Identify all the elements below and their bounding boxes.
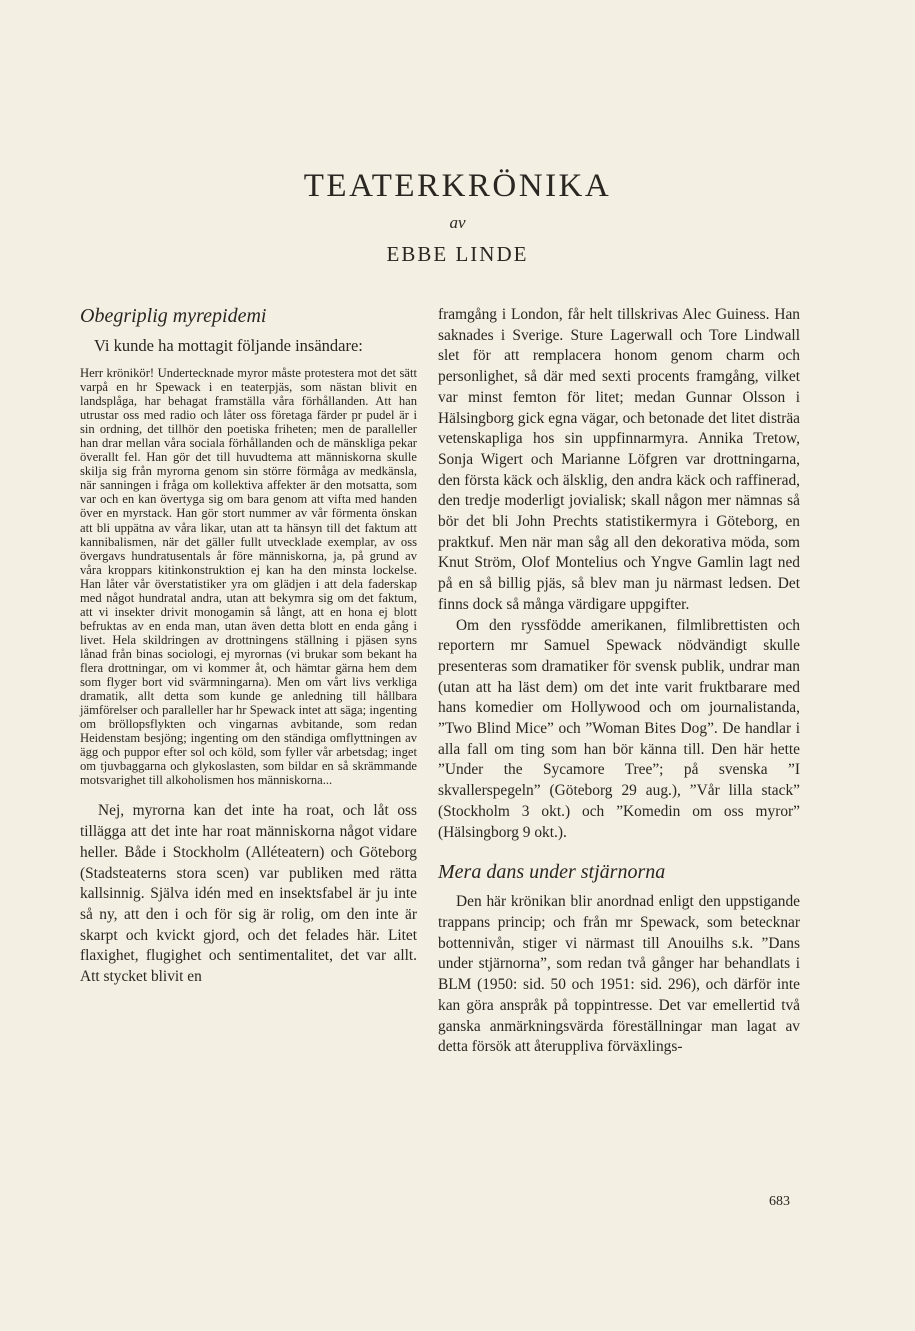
- reader-letter: [80, 366, 417, 787]
- byline-av: av: [449, 213, 466, 232]
- section-heading-myrepidemi: Obegriplig myrepidemi: [80, 305, 267, 327]
- author-name: EBBE LINDE: [386, 242, 529, 266]
- right-column: [438, 305, 800, 1058]
- dans-paragraph: Den här krönikan blir anordnad enligt den uppstigande trappans princip; och från mr Spewack, som betecknar bottennivån, stiger vi närmast till Anouilhs s.k. ”Dans under stjärnorna”, som redan två gånger har behandlats i BLM (1950: sid. 50 och 1951: sid. 296), och därför inte kan göra anspråk på toppintresse. Det var emellertid två ganska anmärkningsvärda föreställningar man lagat av detta försök att återuppliva förväxlings-: [438, 893, 800, 1056]
- spewack-paragraph: Om den ryssfödde amerikanen, filmlibrettisten och reportern mr Samuel Spewack nödvändigt skulle presenteras som dramatiker för svensk publik, undrar man (utan att ha läst dem) om det inte varit fruktbarare med hans komedier om Hollywood och om journalistanda, ”Two Blind Mice” och ”Woman Bites Dog”. De handlar i alla fall om ting som han bör känna till. Den här hette ”Under the Sycamore Tree”; på svenska ”I skvallerspegeln” (Göteborg 29 aug.), ”Vår lilla stack” (Stockholm 3 okt.) och ”Komedin om oss myror” (Hälsingborg 9 okt.).: [438, 616, 800, 841]
- letter-body: Undertecknade myror måste protestera mot det sätt varpå en hr Spewack i en teaterpjäs, som nästan blivit en landsplåga, har behagat framställa våra förhållanden. Att han utrustar oss med radio och låter oss företaga färder pr pudel är i sin ordning, det tillhör den poetiska friheten; men de paralleller han drar mellan våra sociala förhållanden och de mänskliga pekar överallt fel. Han gör det till huvudtema att människorna skulle skilja sig från myrorna genom sin större förmåga av medkänsla, när sanningen i fråga om kollektiva affekter är den motsatta, som var och en kan övertyga sig om bara genom att vifta med handen över en myrstack. Han gör stort nummer av vår förmenta önskan att bli uppätna av våra likar, utan att ta hänsyn till det faktum att kannibalismen, när det gäller fullt utvecklade exemplar, av oss övergavs hundratusentals år före människorna, ja, på grund av våra kroppars kitinkonstruktion ej kan ha den minsta lockelse. Han låter vår överstatistiker yra om glädjen i att dela faderskap med något hundratal andra, utan att bekymra sig om det faktum, att vi insekter drivit monogamin så långt, att en hona ej blott befruktas av en enda man, utan även detta blott en enda gång i livet. Hela skildringen av drottningens ställning i pjäsen syns lånad från binas sociologi, ej myrornas (vi brukar som bekant ha flera drottningar, om vi kommer åt, och hämtar gärna hem dem som flyger bort vid svärmningarna). Men om vårt livs verkliga dramatik, allt detta som kunde ge anledning till hållbara jämförelser och paralleller har hr Spewack intet att säga; ingenting om bröllopsflykten och vingarnas avbitande, som redan Heidenstam besjöng; ingenting om den ständiga omflyttningen av ägg och puppor efter sol och köld, som fyller vår arbetsdag; inget om tjuvbaggarna och glykoslasten, som bildar en så skrämmande motsvarighet till alkoholismen hos människorna...: [80, 366, 417, 788]
- closing-paragraph: Nej, myrorna kan det inte ha roat, och låt oss tillägga att det inte har roat människorna något vidare heller. Både i Stockholm (Alléteatern) och Göteborg (Stadsteaterns stora scen) var publiken med rätta kallsinnig. Själva idén med en insektsfabel är ju inte så ny, att den i och för sig är rolig, om den inte är skarpt och kvickt gjord, och det felades här. Litet flaxighet, flugighet och sentimentalitet, det var allt. Att stycket blivit en: [80, 802, 417, 986]
- left-column: [80, 305, 417, 988]
- intro-line: Vi kunde ha mottagit följande insändare:: [94, 336, 363, 355]
- continuation-paragraph: framgång i London, får helt tillskrivas Alec Guiness. Han saknades i Sverige. Sture Lagerwall och Tore Lindwall slet för att remplacera honom genom charm och personlighet, så där med sexti procents framgång, vilket var minst femton för litet; medan Gunnar Olsson i Hälsingborg gick egna vägar, och betonade det litet disträa vetenskapliga hos sin uppfinnarmyra. Annika Tretow, Sonja Wigert och Marianne Löfgren var drottningarna, den första käck och älsklig, den andra käck och raffinerad, den tredje moderligt jovialisk; skall någon mer nämnas så bör det bli John Prechts statistikermyra i Göteborg, en praktkuf. Men när man såg all den dekorativa möda, som Knut Ström, Olof Montelius och Yngve Gamlin lagt ned på en så billig pjäs, så blev man ju närmast ledsen. Det finns dock så många värdigare uppgifter.: [438, 306, 800, 613]
- section-heading-dans: Mera dans under stjärnorna: [438, 861, 666, 884]
- page-number: 683: [769, 1194, 790, 1209]
- letter-salutation: Herr krönikör!: [80, 366, 158, 380]
- article-title: TEATERKRÖNIKA: [303, 168, 612, 204]
